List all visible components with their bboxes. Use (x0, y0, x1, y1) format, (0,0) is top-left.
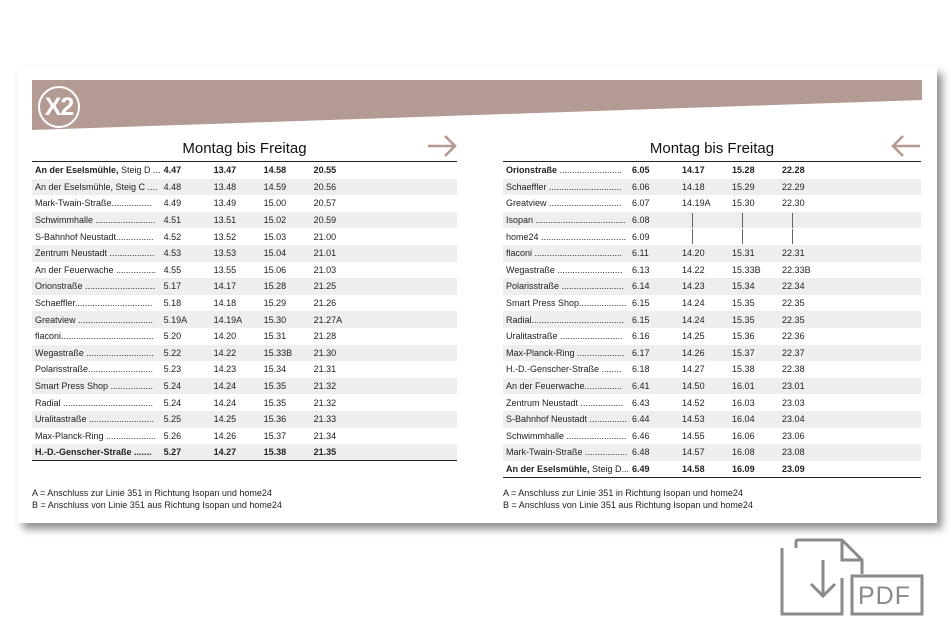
table-row (503, 195, 921, 212)
table-row (32, 245, 457, 262)
stop-name: An der Eselsmühle, Steig C .... (32, 179, 161, 196)
departure-time (679, 228, 729, 245)
stop-name: Polarisstraße.......................... (35, 364, 154, 375)
stop-name: Wegastraße ........................... (32, 345, 161, 362)
departure-time: 6.15 (629, 311, 679, 328)
departure-time: 13.55 (213, 264, 237, 275)
departure-time: 15.35 (261, 378, 311, 395)
departure-time: 14.26 (679, 345, 729, 362)
route-badge: X2 (38, 86, 80, 128)
table-row (32, 212, 457, 229)
departure-time: 6.06 (629, 179, 679, 196)
departure-time: 14.24 (679, 311, 729, 328)
departure-time: 14.23 (679, 278, 729, 295)
departure-time: 6.13 (632, 264, 650, 275)
departure-time: 21.30 (311, 345, 361, 362)
departure-time: 6.48 (629, 444, 679, 461)
stop-name: Wegastraße .......................... (506, 264, 623, 275)
stop-name: An der Eselsmühle, Steig D... (503, 461, 629, 478)
stop-name: Radial .................................... (35, 397, 154, 408)
departure-time: 22.33B (782, 264, 811, 275)
departure-time: 14.22 (211, 345, 261, 362)
table-row (503, 278, 921, 295)
row-filler (829, 394, 921, 411)
stop-name: S-Bahnhof Neustadt ............... (503, 411, 629, 428)
departure-time: 16.06 (732, 430, 755, 441)
departure-time: 22.31 (779, 245, 829, 262)
row-filler (829, 278, 921, 295)
footnotes-left (32, 488, 282, 511)
row-filler (361, 328, 457, 345)
departure-time: 15.34 (263, 364, 287, 375)
table-row (503, 245, 921, 262)
departure-time: 23.03 (782, 397, 805, 408)
table-row (32, 428, 457, 445)
departure-time: 22.37 (779, 345, 829, 362)
departure-time: 14.24 (213, 397, 237, 408)
table-row (503, 262, 921, 279)
row-filler (829, 245, 921, 262)
row-filler (361, 361, 457, 378)
stop-name: Zentrum Neustadt ................. (506, 397, 624, 408)
departure-time: 14.18 (679, 179, 729, 196)
departure-time (679, 212, 729, 229)
departure-time: 21.27A (311, 311, 361, 328)
departure-time: 15.30 (261, 311, 311, 328)
departure-time: 14.17 (682, 165, 705, 176)
departure-time: 14.19A (682, 198, 711, 209)
departure-time: 23.06 (782, 430, 805, 441)
departure-time: 15.35 (732, 298, 755, 309)
departure-time: 21.01 (311, 245, 361, 262)
row-filler (829, 378, 921, 395)
departure-time: 13.47 (213, 165, 237, 176)
table-row (32, 361, 457, 378)
departure-time: 15.35 (263, 397, 287, 408)
row-filler (361, 345, 457, 362)
departure-time: 13.53 (211, 245, 261, 262)
footnote-b: B = Anschluss von Linie 351 aus Richtung Isopan und home24 (32, 499, 282, 510)
departure-time: 14.17 (211, 278, 261, 295)
departure-time: 15.36 (261, 411, 311, 428)
stop-name: Orionstraße ............................ (32, 278, 161, 295)
row-filler (829, 212, 921, 229)
departure-time: 5.24 (163, 397, 182, 408)
row-filler (361, 195, 457, 212)
table-row (32, 295, 457, 312)
departure-time: 21.35 (311, 444, 361, 461)
departure-time: 23.09 (779, 461, 829, 478)
departure-time: 5.27 (161, 444, 211, 461)
departure-time: 14.27 (682, 364, 705, 375)
route-banner (32, 80, 922, 130)
table-row (32, 378, 457, 395)
departure-time: 22.36 (782, 331, 805, 342)
departure-time: 15.29 (263, 298, 287, 309)
departure-time: 4.48 (161, 179, 211, 196)
departure-time: 15.36 (732, 331, 755, 342)
departure-time: 5.23 (163, 364, 182, 375)
stop-name: Smart Press Shop................... (506, 298, 627, 309)
departure-time: 5.22 (161, 345, 211, 362)
departure-time: 15.35 (729, 311, 779, 328)
table-row (503, 444, 921, 461)
row-filler (361, 411, 457, 428)
stop-name: Uralitastraße .......................... (32, 411, 161, 428)
departure-time: 14.50 (679, 378, 729, 395)
departure-time: 4.47 (163, 165, 182, 176)
departure-time: 22.35 (782, 298, 805, 309)
departure-time: 13.51 (211, 212, 261, 229)
stop-name: Max-Planck-Ring ................... (503, 345, 629, 362)
departure-time: 20.57 (313, 198, 337, 209)
departure-time (729, 212, 779, 229)
stop-name: Max-Planck-Ring .................... (35, 430, 157, 441)
departure-time: 23.01 (779, 378, 829, 395)
departure-time: 21.28 (313, 331, 337, 342)
departure-time: 15.31 (729, 245, 779, 262)
departure-time: 14.20 (213, 331, 237, 342)
row-filler (829, 411, 921, 428)
row-filler (361, 394, 457, 411)
table-row (503, 228, 921, 245)
table-row (503, 428, 921, 445)
departure-time (779, 212, 829, 229)
row-filler (361, 311, 457, 328)
departure-time: 5.24 (161, 378, 211, 395)
row-filler (361, 444, 457, 461)
departure-time: 15.28 (732, 165, 755, 176)
departure-time: 6.15 (632, 298, 650, 309)
departure-time: 15.33B (732, 264, 761, 275)
row-filler (829, 328, 921, 345)
departure-time: 14.24 (682, 298, 705, 309)
stop-name: flaconi ................................... (503, 245, 629, 262)
row-filler (829, 295, 921, 312)
row-filler (361, 278, 457, 295)
table-row (32, 311, 457, 328)
departure-time: 13.52 (213, 231, 237, 242)
row-filler (829, 345, 921, 362)
departure-time: 15.28 (261, 278, 311, 295)
row-filler (829, 228, 921, 245)
departure-time: 14.19A (211, 311, 261, 328)
departure-time: 5.20 (163, 331, 182, 342)
departure-time: 6.09 (632, 231, 650, 242)
departure-time: 15.38 (732, 364, 755, 375)
departure-time: 21.32 (313, 397, 337, 408)
departure-time: 15.37 (263, 430, 287, 441)
departure-time: 21.31 (313, 364, 337, 375)
departure-time: 16.08 (729, 444, 779, 461)
departure-time: 6.43 (632, 397, 650, 408)
table-row (503, 394, 921, 411)
departure-time: 20.59 (311, 212, 361, 229)
departure-time: 23.04 (779, 411, 829, 428)
footnote-a: A = Anschluss zur Linie 351 in Richtung Isopan und home24 (32, 488, 272, 498)
departure-time: 4.55 (163, 264, 182, 275)
departure-time: 14.57 (679, 444, 729, 461)
departure-time: 22.30 (782, 198, 805, 209)
stop-name: An der Feuerwache ................ (35, 264, 157, 275)
departure-time: 16.01 (729, 378, 779, 395)
footnote-a: A = Anschluss zur Linie 351 in Richtung Isopan und home24 (503, 488, 743, 498)
stop-name: flaconi..................................... (35, 331, 154, 342)
departure-time: 22.29 (779, 179, 829, 196)
departure-time: 22.38 (782, 364, 805, 375)
departure-time: 23.08 (779, 444, 829, 461)
stop-name: home24 .................................. (506, 231, 627, 242)
departure-time: 15.30 (732, 198, 755, 209)
departure-time: 6.41 (629, 378, 679, 395)
departure-time: 15.00 (263, 198, 287, 209)
departure-time: 6.11 (629, 245, 679, 262)
stop-name: Greatview ............................. (506, 198, 622, 209)
row-filler (361, 295, 457, 312)
departure-time: 15.31 (263, 331, 287, 342)
panel-title: Montag bis Freitag (182, 140, 307, 157)
stop-name: Schwimmhalle ........................ (506, 430, 627, 441)
departure-time: 6.17 (629, 345, 679, 362)
stop-name: Zentrum Neustadt .................. (32, 245, 161, 262)
departure-time: 4.51 (161, 212, 211, 229)
departure-time: 6.18 (632, 364, 650, 375)
table-row (32, 278, 457, 295)
departure-time: 15.04 (261, 245, 311, 262)
pdf-label[interactable]: PDF (858, 582, 911, 610)
row-filler (829, 311, 921, 328)
departure-time: 14.22 (682, 264, 705, 275)
table-row (32, 444, 457, 461)
table-row (503, 411, 921, 428)
row-filler (829, 444, 921, 461)
stop-name: Isopan .................................... (503, 212, 629, 229)
stop-name: Schaeffler............................... (35, 298, 153, 309)
departure-time: 16.03 (732, 397, 755, 408)
table-row (32, 228, 457, 245)
departure-time (729, 228, 779, 245)
row-filler (829, 179, 921, 196)
departure-time: 14.23 (213, 364, 237, 375)
row-filler (361, 245, 457, 262)
departure-time: 15.37 (729, 345, 779, 362)
table-row (503, 461, 921, 478)
footnotes-right (503, 488, 753, 511)
table-row (32, 195, 457, 212)
table-row (503, 311, 921, 328)
departure-time: 14.52 (682, 397, 705, 408)
departure-time: 15.33B (261, 345, 311, 362)
footnote-b: B = Anschluss von Linie 351 aus Richtung Isopan und home24 (503, 499, 753, 510)
panel-header (503, 135, 921, 161)
stop-name: Smart Press Shop ................. (32, 378, 161, 395)
row-filler (361, 378, 457, 395)
row-filler (829, 195, 921, 212)
departure-time: 21.03 (313, 264, 337, 275)
departure-time: 15.34 (729, 278, 779, 295)
departure-time: 16.09 (729, 461, 779, 478)
timetable-table-left (32, 162, 457, 461)
departure-time: 14.53 (679, 411, 729, 428)
stop-name: Schwimmhalle ........................ (32, 212, 161, 229)
stop-name: Orionstraße ......................... (506, 165, 623, 176)
departure-time: 21.32 (311, 378, 361, 395)
departure-time: 14.58 (679, 461, 729, 478)
departure-time: 6.44 (629, 411, 679, 428)
stop-name: S-Bahnhof Neustadt............... (35, 231, 154, 242)
departure-time: 14.27 (211, 444, 261, 461)
departure-time: 6.16 (632, 331, 650, 342)
table-row (503, 328, 921, 345)
table-row (32, 394, 457, 411)
departure-time: 14.25 (211, 411, 261, 428)
departure-time: 15.02 (261, 212, 311, 229)
stop-name: Polarisstraße ......................... (503, 278, 629, 295)
departure-time: 6.05 (632, 165, 650, 176)
timetable-return (503, 135, 921, 478)
stop-name: An der Feuerwache............... (503, 378, 629, 395)
departure-time: 13.48 (211, 179, 261, 196)
departure-time: 21.33 (311, 411, 361, 428)
departure-time (779, 228, 829, 245)
departure-time: 15.03 (263, 231, 287, 242)
departure-time: 14.20 (679, 245, 729, 262)
departure-time: 16.04 (729, 411, 779, 428)
departure-time: 22.35 (779, 311, 829, 328)
departure-time: 4.52 (163, 231, 182, 242)
stop-name: H.-D.-Genscher-Straße ....... (32, 444, 161, 461)
timetable-table-right (503, 162, 921, 478)
departure-time: 14.18 (213, 298, 237, 309)
departure-time: 14.24 (211, 378, 261, 395)
stop-name: Radial..................................... (503, 311, 629, 328)
departure-time: 22.34 (779, 278, 829, 295)
timetable-outbound (32, 135, 457, 461)
table-row (503, 345, 921, 362)
row-filler (829, 428, 921, 445)
table-row (32, 411, 457, 428)
row-filler (361, 179, 457, 196)
departure-time: 14.25 (682, 331, 705, 342)
departure-time: 14.59 (261, 179, 311, 196)
stop-name: H.-D.-Genscher-Straße ........ (506, 364, 622, 375)
departure-time: 6.07 (632, 198, 650, 209)
departure-time: 4.49 (163, 198, 182, 209)
departure-time: 14.55 (682, 430, 705, 441)
table-row (32, 345, 457, 362)
departure-time: 5.17 (161, 278, 211, 295)
panel-header (32, 135, 457, 161)
stop-name: Uralitastraße ......................... (506, 331, 623, 342)
departure-time: 5.18 (163, 298, 182, 309)
row-filler (361, 428, 457, 445)
table-row (503, 295, 921, 312)
departure-time: 14.26 (213, 430, 237, 441)
table-row (503, 162, 921, 179)
row-filler (829, 162, 921, 179)
departure-time: 13.49 (213, 198, 237, 209)
stop-name: Greatview .............................. (32, 311, 161, 328)
panel-title: Montag bis Freitag (649, 140, 775, 157)
table-row (503, 378, 921, 395)
departure-time: 21.00 (313, 231, 337, 242)
departure-time: 22.28 (782, 165, 805, 176)
table-row (503, 179, 921, 196)
departure-time: 21.34 (313, 430, 337, 441)
departure-time: 6.46 (632, 430, 650, 441)
table-row (32, 262, 457, 279)
row-filler (361, 228, 457, 245)
departure-time: 15.29 (729, 179, 779, 196)
table-row (32, 162, 457, 179)
departure-time: 21.26 (313, 298, 337, 309)
stop-name: Mark-Twain-Straße ................. (503, 444, 629, 461)
arrow-right-icon (427, 135, 457, 157)
departure-time: 6.14 (629, 278, 679, 295)
stop-name: Schaeffler ............................. (503, 179, 629, 196)
table-row (32, 328, 457, 345)
departure-time: 6.08 (629, 212, 679, 229)
departure-time: 5.25 (161, 411, 211, 428)
row-filler (361, 262, 457, 279)
departure-time: 21.25 (311, 278, 361, 295)
stop-name: An der Eselsmühle, Steig D ... (35, 165, 161, 176)
departure-time: 20.55 (313, 165, 337, 176)
departure-time: 20.56 (311, 179, 361, 196)
departure-time: 15.06 (263, 264, 287, 275)
row-filler (361, 162, 457, 179)
row-filler (829, 461, 921, 478)
arrow-left-icon (891, 135, 921, 157)
row-filler (829, 361, 921, 378)
departure-time: 5.19A (161, 311, 211, 328)
stop-name: Mark-Twain-Straße................ (35, 198, 152, 209)
departure-time: 5.26 (163, 430, 182, 441)
row-filler (829, 262, 921, 279)
table-row (32, 179, 457, 196)
departure-time: 6.49 (629, 461, 679, 478)
departure-time: 15.38 (261, 444, 311, 461)
departure-time: 4.53 (161, 245, 211, 262)
table-row (503, 361, 921, 378)
departure-time: 14.58 (263, 165, 287, 176)
table-row (503, 212, 921, 229)
row-filler (361, 212, 457, 229)
